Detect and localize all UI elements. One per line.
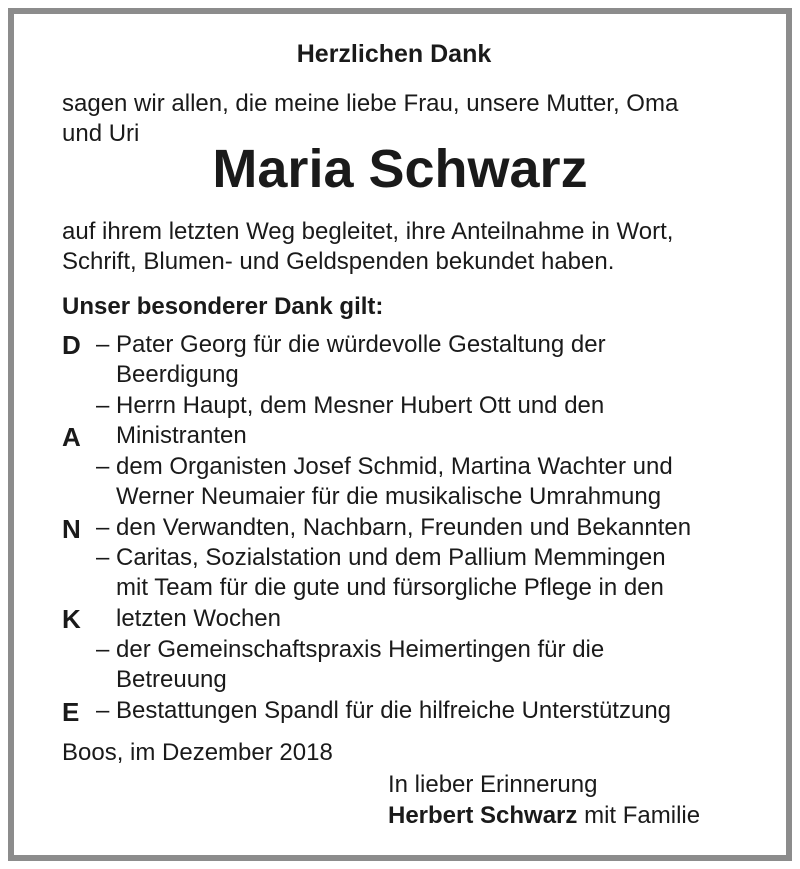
thanks-item-3-line-1: dem Organisten Josef Schmid, Martina Wachter und <box>116 453 673 480</box>
signer-name: Herbert Schwarz <box>388 802 578 829</box>
thanks-item-2-line-1: Herrn Haupt, dem Mesner Hubert Ott und den <box>116 392 605 419</box>
side-letter-k: K <box>62 604 81 634</box>
side-letter-n: N <box>62 514 81 544</box>
list-dash: – <box>96 544 110 571</box>
list-dash: – <box>96 453 110 480</box>
signature <box>388 802 700 830</box>
thanks-item-7-line-1: Bestattungen Spandl für die hilfreiche Unterstützung <box>116 697 672 724</box>
list-dash: – <box>96 636 110 663</box>
thanks-item-5-line-2: mit Team für die gute und fürsorgliche Pflege in den <box>116 574 664 601</box>
thanks-item-3-line-2: Werner Neumaier für die musikalische Umrahmung <box>116 483 662 510</box>
thanks-text-line-1: auf ihrem letzten Weg begleitet, ihre Anteilnahme in Wort, <box>62 218 674 245</box>
closing-line: In lieber Erinnerung <box>388 771 598 798</box>
side-letter-a: A <box>62 422 81 452</box>
intro-line-2: und Uri <box>62 120 140 147</box>
side-letter-e: E <box>62 697 80 727</box>
list-dash: – <box>96 392 110 419</box>
notice-heading: Herzlichen Dank <box>296 40 492 68</box>
thanks-item-1-line-1: Pater Georg für die würdevolle Gestaltung der <box>116 331 606 358</box>
thanks-item-6-line-2: Betreuung <box>116 666 227 693</box>
signer-suffix: mit Familie <box>584 802 701 829</box>
intro-line-1: sagen wir allen, die meine liebe Frau, unsere Mutter, Oma <box>62 90 679 117</box>
thanks-item-5-line-3: letzten Wochen <box>116 605 281 632</box>
thanks-item-2-line-2: Ministranten <box>116 422 247 449</box>
list-dash: – <box>96 697 110 724</box>
thanks-text-line-2: Schrift, Blumen- und Geldspenden bekundet haben. <box>62 248 615 275</box>
thanks-item-5-line-1: Caritas, Sozialstation und dem Pallium Memmingen <box>116 544 666 571</box>
deceased-name: Maria Schwarz <box>212 139 588 199</box>
special-thanks-heading: Unser besonderer Dank gilt: <box>62 293 384 320</box>
thanks-item-6-line-1: der Gemeinschaftspraxis Heimertingen für die <box>116 636 605 663</box>
side-letter-d: D <box>62 330 81 360</box>
list-dash: – <box>96 331 110 358</box>
place-date: Boos, im Dezember 2018 <box>62 739 333 766</box>
thanks-item-1-line-2: Beerdigung <box>116 361 239 388</box>
list-dash: – <box>96 514 110 541</box>
thanks-item-4-line-1: den Verwandten, Nachbarn, Freunden und Bekannten <box>116 514 692 541</box>
